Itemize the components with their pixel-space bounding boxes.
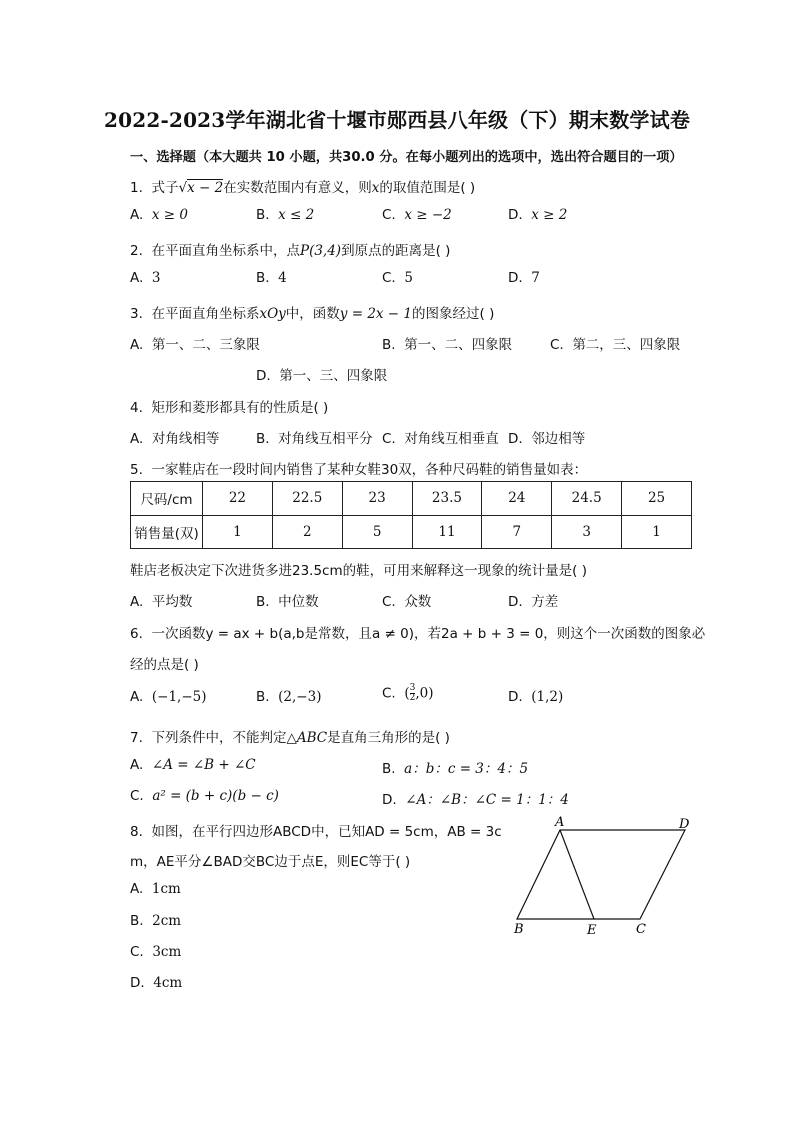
q4-option-b[interactable]: B. 对角线互相平分	[256, 431, 373, 447]
question-4: 4. 矩形和菱形都具有的性质是( )	[130, 400, 329, 416]
q3-option-c[interactable]: C. 第二，三、四象限	[550, 337, 681, 353]
table-cell: 22	[203, 482, 273, 516]
table-cell: 25	[622, 482, 692, 516]
q6-option-b[interactable]: B. (2,−3)	[256, 689, 322, 705]
q8-option-b[interactable]: B. 2cm	[130, 913, 182, 929]
parallelogram-figure	[505, 815, 705, 940]
label-d: D	[679, 817, 690, 832]
q3-option-b[interactable]: B. 第一、二、四象限	[382, 337, 513, 353]
q7-option-c[interactable]: C. a² = (b + c)(b − c)	[130, 788, 279, 804]
q1-option-a[interactable]: A. x ≥ 0	[130, 207, 188, 223]
question-7: 7. 下列条件中，不能判定△ABC是直角三角形的是( )	[130, 730, 450, 746]
label-e: E	[587, 923, 597, 938]
label-a: A	[555, 815, 565, 830]
q7-option-a[interactable]: A. ∠A = ∠B + ∠C	[130, 757, 256, 773]
section-heading: 一、选择题（本大题共 10 小题，共30.0 分。在每小题列出的选项中，选出符合题目的一项）	[130, 150, 683, 165]
table-cell: 24	[482, 482, 552, 516]
label-b: B	[514, 922, 524, 937]
q1-option-d[interactable]: D. x ≥ 2	[508, 207, 568, 223]
q3-option-a[interactable]: A. 第一、二、三象限	[130, 337, 260, 353]
table-header-sales: 销售量(双)	[131, 515, 203, 549]
table-cell: 23	[342, 482, 412, 516]
q5-option-a[interactable]: A. 平均数	[130, 594, 193, 610]
q4-option-d[interactable]: D. 邻边相等	[508, 431, 586, 447]
q8-option-a[interactable]: A. 1cm	[130, 881, 181, 897]
table-cell: 1	[622, 515, 692, 549]
table-row	[131, 515, 692, 549]
q4-option-c[interactable]: C. 对角线互相垂直	[382, 431, 499, 447]
q5-follow-text: 鞋店老板决定下次进货多进23.5cm的鞋，可用来解释这一现象的统计量是( )	[130, 563, 587, 579]
q2-option-d[interactable]: D. 7	[508, 270, 540, 286]
q8-option-c[interactable]: C. 3cm	[130, 944, 182, 960]
table-cell: 1	[203, 515, 273, 549]
table-cell: 5	[342, 515, 412, 549]
parallelogram-abcd	[517, 830, 685, 919]
label-c: C	[636, 922, 646, 937]
table-row	[131, 482, 692, 516]
q1-option-b[interactable]: B. x ≤ 2	[256, 207, 315, 223]
q8-option-d[interactable]: D. 4cm	[130, 975, 183, 991]
question-6: 6. 一次函数y = ax + b(a,b是常数，且a ≠ 0)，若2a + b + 3 = 0，则这个一次函数的图象必	[130, 626, 706, 642]
page-title: 2022-2023学年湖北省十堰市郧西县八年级（下）期末数学试卷	[103, 108, 691, 132]
q3-option-d[interactable]: D. 第一、三、四象限	[256, 368, 388, 384]
table-cell: 3	[552, 515, 622, 549]
question-2: 2. 在平面直角坐标系中，点P(3,4)到原点的距离是( )	[130, 243, 451, 259]
question-8: 8. 如图，在平行四边形ABCD中，已知AD = 5cm，AB = 3c	[130, 824, 502, 840]
q1-option-c[interactable]: C. x ≥ −2	[382, 207, 452, 223]
q5-option-c[interactable]: C. 众数	[382, 594, 432, 610]
q5-option-d[interactable]: D. 方差	[508, 594, 559, 610]
q7-option-d[interactable]: D. ∠A：∠B：∠C = 1：1：4	[382, 792, 569, 808]
q6-option-c[interactable]: C. ( $\frac{3}{2}$ ,0)	[382, 683, 434, 703]
q4-option-a[interactable]: A. 对角线相等	[130, 431, 220, 447]
question-1: 1. 式子√x − 2在实数范围内有意义，则x的取值范围是( )	[130, 180, 476, 196]
q7-option-b[interactable]: B. a：b：c = 3：4：5	[382, 761, 529, 777]
q2-option-c[interactable]: C. 5	[382, 270, 413, 286]
question-5: 5. 一家鞋店在一段时间内销售了某种女鞋30双，各种尺码鞋的销售量如表：	[130, 462, 588, 478]
table-cell: 7	[482, 515, 552, 549]
table-header-size: 尺码/cm	[131, 482, 203, 516]
question-6-line2: 经的点是( )	[130, 657, 199, 673]
q2-option-a[interactable]: A. 3	[130, 270, 161, 286]
table-cell: 24.5	[552, 482, 622, 516]
q2-option-b[interactable]: B. 4	[256, 270, 287, 286]
shoe-size-table	[130, 481, 692, 549]
question-3: 3. 在平面直角坐标系xOy中，函数y = 2x − 1的图象经过( )	[130, 306, 495, 322]
q6-option-a[interactable]: A. (−1,−5)	[130, 689, 207, 705]
q5-option-b[interactable]: B. 中位数	[256, 594, 319, 610]
question-8-line2: m，AE平分∠BAD交BC边于点E，则EC等于( )	[130, 854, 411, 870]
table-cell: 11	[412, 515, 482, 549]
table-cell: 23.5	[412, 482, 482, 516]
table-cell: 22.5	[272, 482, 342, 516]
table-cell: 2	[272, 515, 342, 549]
bisector-ae	[560, 830, 594, 919]
q6-option-d[interactable]: D. (1,2)	[508, 689, 564, 705]
